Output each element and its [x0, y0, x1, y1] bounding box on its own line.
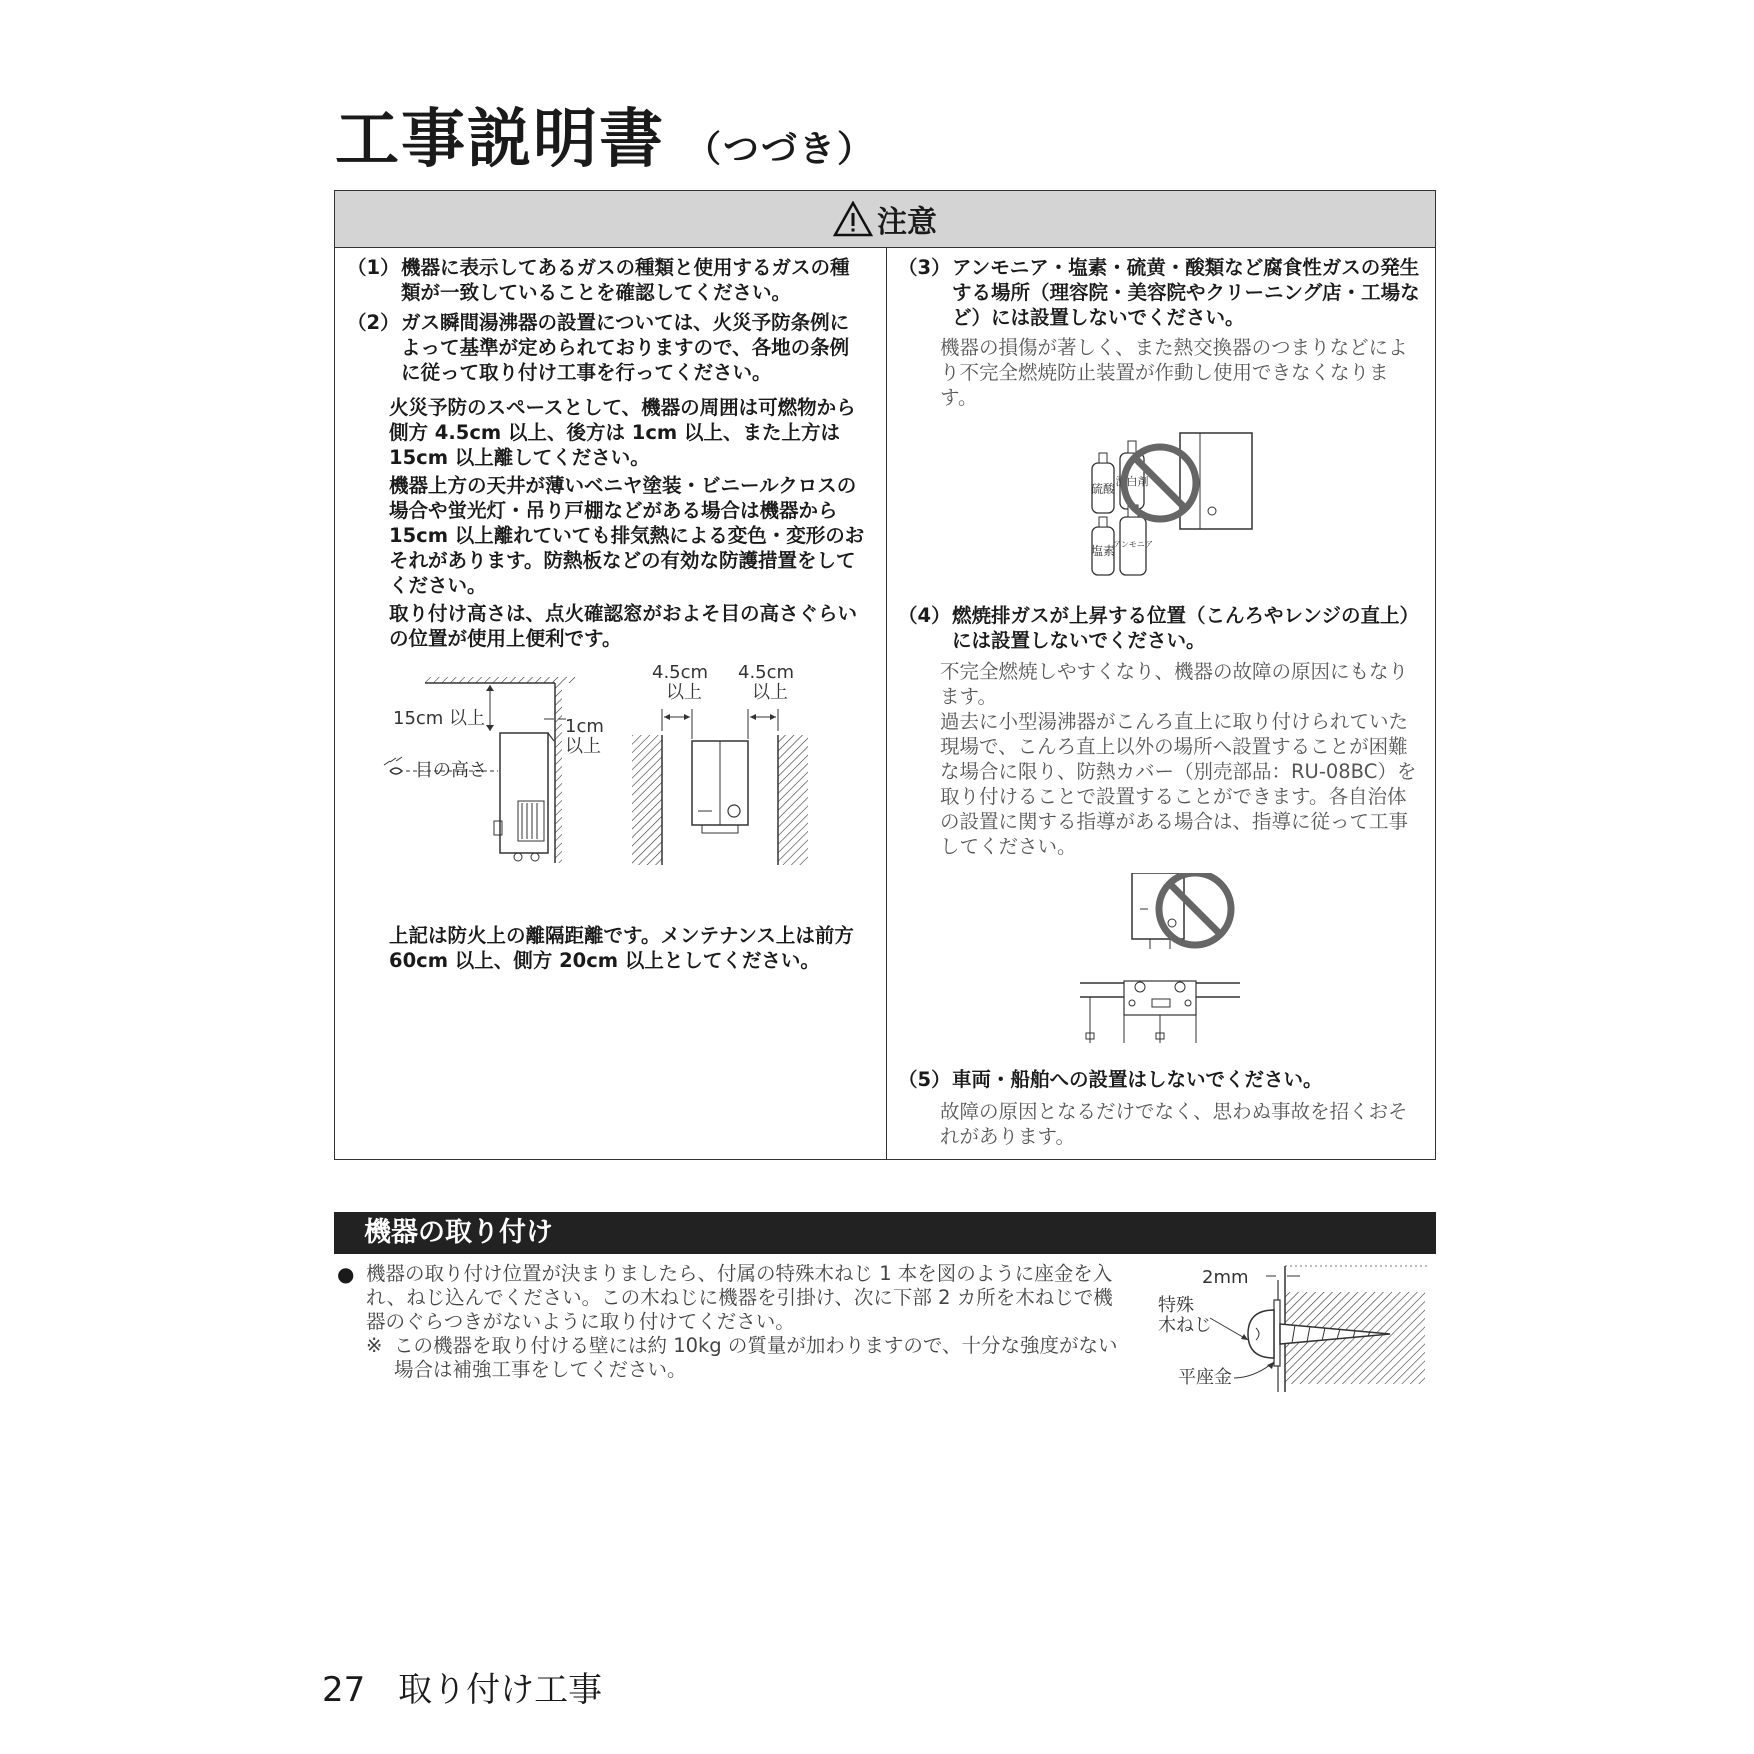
caution-header-label: 注意 [877, 205, 937, 240]
warning-triangle-icon [833, 201, 873, 237]
label-flat-washer: 平座金 [1178, 1367, 1232, 1388]
item4-para-2: 過去に小型湯沸器がこんろ直上に取り付けられていた現場で、こんろ直上以外の場所へ設置することが困難な場合に限り、防熱カバー（別売部品：RU-08BC）を取り付けることで設置することができます。各自治体の設置に関する指導がある場合は、指導に従って工事してください。 [940, 710, 1417, 858]
caution-item-5 [898, 1067, 1423, 1092]
installation-section-title: 機器の取り付け [334, 1212, 1436, 1254]
chemical-prohibition-figure [1070, 423, 1270, 583]
clearance-front-figure [630, 661, 810, 881]
page-title [335, 88, 875, 180]
stove-prohibition-figure [1080, 873, 1240, 1043]
item-heading: アンモニア・塩素・硫黄・酸類など腐食性ガスの発生する場所（理容院・美容院やクリーニング店・工場など）には設置しないでください。 [952, 256, 1420, 329]
item4-para-1: 不完全燃焼しやすくなり、機器の故障の原因にもなります。 [940, 660, 1409, 708]
footer-section-name: 取り付け工事 [398, 1670, 603, 1710]
caution-item-2 [347, 310, 867, 385]
label-back-clearance: 1cm [565, 716, 604, 737]
installation-note: この機器を取り付ける壁には約 10kg の質量が加わりますので、十分な強度がない場合は補強工事をしてください。 [394, 1334, 1118, 1381]
item-heading: 燃焼排ガスが上昇する位置（こんろやレンジの直上）には設置しないでください。 [952, 604, 1420, 652]
item2-para-1: 火災予防のスペースとして、機器の周囲は可燃物から側方 4.5cm 以上、後方は 1cm 以上、また上方は 15cm 以上離してください。 [389, 396, 856, 469]
bottle-label-bleach: 漂白剤 [1115, 475, 1149, 488]
label-special-screw-2: 木ねじ [1158, 1315, 1212, 1336]
page-title-main: 工事説明書 [335, 103, 665, 177]
label-side-left: 4.5cm [652, 662, 709, 683]
label-side-right-suffix: 以上 [752, 682, 788, 703]
page-title-sub: （つづき） [685, 129, 876, 170]
page-number: 27 [322, 1670, 366, 1710]
item-number: （5） [898, 1068, 951, 1091]
item-heading: 車両・船舶への設置はしないでください。 [952, 1068, 1323, 1091]
item5-para: 故障の原因となるだけでなく、思わぬ事故を招くおそれがあります。 [940, 1100, 1408, 1148]
bottle-label-sulfuric: 硫酸 [1090, 482, 1116, 496]
item-heading: 機器に表示してあるガスの種類と使用するガスの種類が一致していることを確認してください。 [401, 256, 850, 304]
item2-para-4: 上記は防火上の離隔距離です。メンテナンス上は前方 60cm 以上、側方 20cm 以上としてください。 [389, 924, 854, 972]
item-number: （3） [898, 256, 951, 279]
item-number: （1） [347, 256, 400, 279]
label-side-left-suffix: 以上 [666, 682, 702, 703]
bottle-label-chlorine: 塩素 [1090, 544, 1116, 558]
item-number: （2） [347, 311, 400, 334]
label-eye-level: 目の高さ [415, 760, 487, 781]
item2-para-2: 機器上方の天井が薄いベニヤ塗装・ビニールクロスの場合や蛍光灯・吊り戸棚などがある場合は機器から 15cm 以上離れていても排気熱による変色・変形のおそれがあります。防熱板などの有効な防護措置をしてください。 [389, 474, 865, 597]
caution-item-1 [347, 255, 867, 305]
screw-figure [1150, 1262, 1430, 1392]
label-side-right: 4.5cm [738, 662, 795, 683]
item-heading: ガス瞬間湯沸器の設置については、火災予防条例によって基準が定められておりますので、各地の条例に従って取り付け工事を行ってください。 [401, 311, 850, 384]
caution-box [334, 190, 1436, 1160]
page-footer [322, 1662, 602, 1711]
label-special-screw-1: 特殊 [1158, 1295, 1194, 1316]
caution-header [335, 191, 1435, 248]
item2-para-3: 取り付け高さは、点火確認窓がおよそ目の高さぐらいの位置が使用上便利です。 [389, 602, 858, 650]
caution-item-3 [898, 255, 1423, 330]
item3-para: 機器の損傷が著しく、また熱交換器のつまりなどにより不完全燃焼防止装置が作動し使用できなくなります。 [940, 336, 1408, 409]
label-back-suffix: 以上 [565, 736, 601, 757]
label-gap-2mm: 2mm [1202, 1267, 1249, 1288]
installation-note-mark: ※ [366, 1334, 383, 1357]
caution-item-4 [898, 603, 1423, 653]
installation-bullet: ● [337, 1262, 355, 1286]
clearance-side-figure [370, 661, 604, 881]
installation-text: 機器の取り付け位置が決まりましたら、付属の特殊木ねじ 1 本を図のように座金を入れ、ねじ込んでください。この木ねじに機器を引掛け、次に下部 2 カ所を木ねじで機器のぐらつきがないように取り付けてください。 [366, 1262, 1113, 1333]
label-top-clearance: 15cm 以上 [393, 708, 486, 729]
column-divider [886, 247, 887, 1159]
bottle-label-ammonia: アンモニア [1113, 540, 1153, 549]
item-number: （4） [898, 604, 951, 627]
